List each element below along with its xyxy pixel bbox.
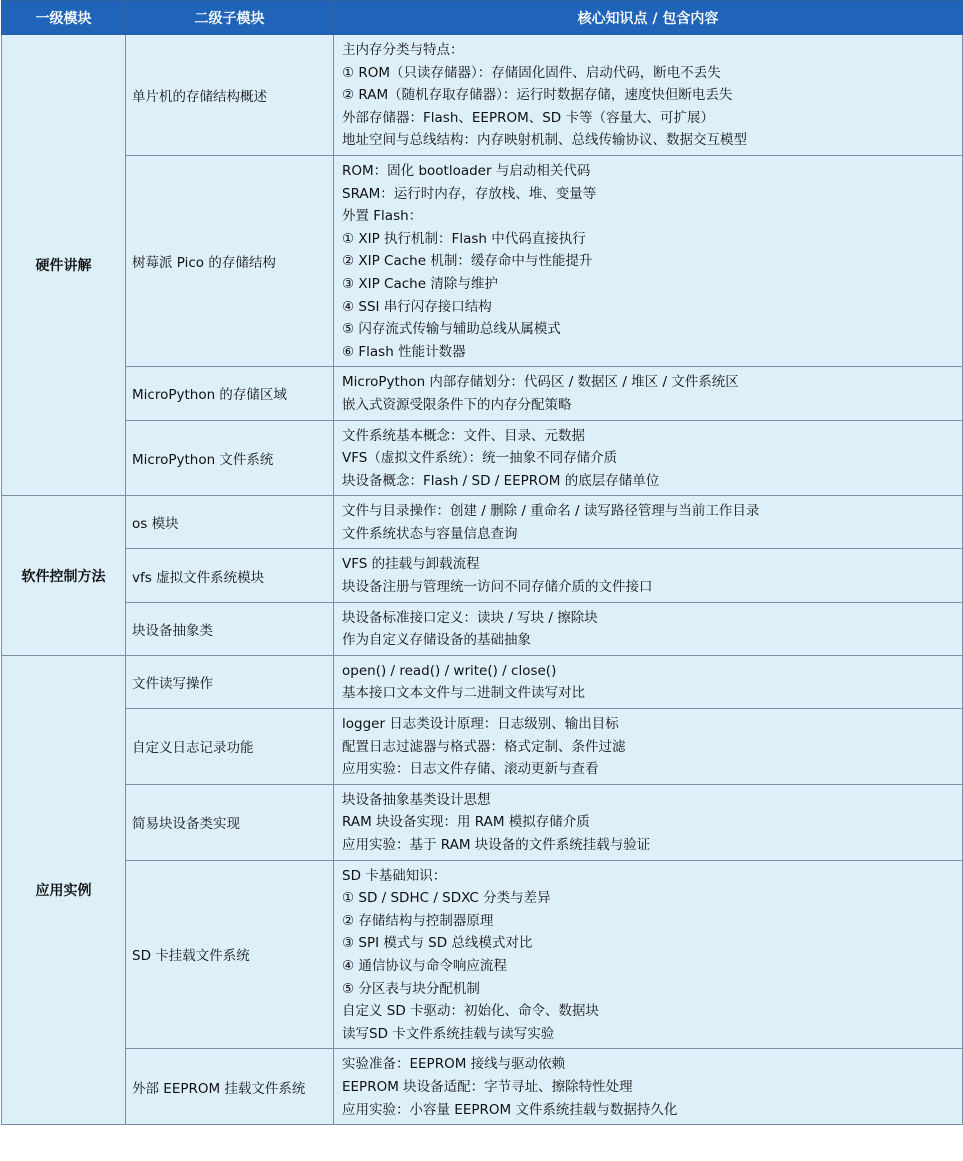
content-line: 主内存分类与特点： bbox=[342, 42, 464, 58]
content-line: logger 日志类设计原理：日志级别、输出目标 bbox=[342, 716, 619, 733]
content-line: 外置 Flash： bbox=[342, 208, 423, 225]
level2-submodule-cell: 自定义日志记录功能 bbox=[126, 709, 334, 785]
table-row bbox=[2, 784, 963, 860]
level2-submodule-cell: MicroPython 的存储区域 bbox=[126, 367, 334, 420]
level2-submodule-cell: 文件读写操作 bbox=[126, 655, 334, 708]
table-row bbox=[2, 549, 963, 602]
content-line: ① SD / SDHC / SDXC 分类与差异 bbox=[342, 890, 551, 907]
table-row bbox=[2, 420, 963, 496]
content-line: 块设备注册与管理统一访问不同存储介质的文件接口 bbox=[342, 579, 653, 596]
content-line: 自定义 SD 卡驱动：初始化、命令、数据块 bbox=[342, 1003, 600, 1020]
content-line: 块设备抽象基类设计思想 bbox=[342, 791, 491, 808]
table-row bbox=[2, 1049, 963, 1125]
table-row bbox=[2, 155, 963, 366]
table-body bbox=[2, 35, 963, 1125]
content-line: 作为自定义存储设备的基础抽象 bbox=[342, 632, 531, 649]
content-line: VFS 的挂载与卸载流程 bbox=[342, 556, 480, 573]
table-row bbox=[2, 709, 963, 785]
content-cell bbox=[334, 549, 963, 602]
content-cell bbox=[334, 709, 963, 785]
content-line: ⑤ 闪存流式传输与辅助总线从属模式 bbox=[342, 321, 561, 338]
table-row bbox=[2, 367, 963, 420]
content-cell bbox=[334, 784, 963, 860]
content-cell bbox=[334, 655, 963, 708]
content-line: 实验准备：EEPROM 接线与驱动依赖 bbox=[342, 1056, 566, 1073]
content-line: 应用实验：日志文件存储、滚动更新与查看 bbox=[342, 761, 599, 778]
content-cell bbox=[334, 860, 963, 1049]
content-line: ② XIP Cache 机制：缓存命中与性能提升 bbox=[342, 253, 593, 270]
content-line: ROM：固化 bootloader 与启动相关代码 bbox=[342, 162, 591, 179]
content-line: ② 存储结构与控制器原理 bbox=[342, 912, 494, 929]
content-line: 文件系统基本概念：文件、目录、元数据 bbox=[342, 427, 585, 444]
table-row bbox=[2, 496, 963, 549]
content-line: ④ 通信协议与命令响应流程 bbox=[342, 957, 507, 974]
content-line: 文件与目录操作：创建 / 删除 / 重命名 / 读写路径管理与当前工作目录 bbox=[342, 503, 760, 520]
content-line: MicroPython 内部存储划分：代码区 / 数据区 / 堆区 / 文件系统区 bbox=[342, 374, 739, 391]
level2-submodule-cell: vfs 虚拟文件系统模块 bbox=[126, 549, 334, 602]
content-line: ③ SPI 模式与 SD 总线模式对比 bbox=[342, 935, 533, 952]
level1-module-cell: 硬件讲解 bbox=[2, 35, 126, 496]
content-line: VFS（虚拟文件系统）：统一抽象不同存储介质 bbox=[342, 450, 618, 467]
level2-submodule-cell: 外部 EEPROM 挂载文件系统 bbox=[126, 1049, 334, 1125]
content-cell bbox=[334, 420, 963, 496]
content-line: SD 卡基础知识： bbox=[342, 867, 447, 884]
table-row bbox=[2, 35, 963, 156]
content-line: 应用实验：小容量 EEPROM 文件系统挂载与数据持久化 bbox=[342, 1101, 678, 1118]
table-row bbox=[2, 655, 963, 708]
header-row bbox=[2, 1, 963, 35]
level2-submodule-cell: os 模块 bbox=[126, 496, 334, 549]
content-line: ⑤ 分区表与块分配机制 bbox=[342, 980, 480, 997]
content-line: RAM 块设备实现：用 RAM 模拟存储介质 bbox=[342, 814, 590, 831]
header-level2: 二级子模块 bbox=[126, 1, 334, 35]
content-line: ① ROM（只读存储器）：存储固化固件、启动代码，断电不丢失 bbox=[342, 64, 721, 81]
content-cell bbox=[334, 367, 963, 420]
content-line: 地址空间与总线结构：内存映射机制、总线传输协议、数据交互模型 bbox=[342, 132, 747, 149]
header-content: 核心知识点 / 包含内容 bbox=[334, 1, 963, 35]
level2-submodule-cell: MicroPython 文件系统 bbox=[126, 420, 334, 496]
level2-submodule-cell: 树莓派 Pico 的存储结构 bbox=[126, 155, 334, 366]
level1-module-cell: 软件控制方法 bbox=[2, 496, 126, 656]
table-row bbox=[2, 860, 963, 1049]
content-line: 读写SD 卡文件系统挂载与读写实验 bbox=[342, 1025, 555, 1042]
content-cell bbox=[334, 1049, 963, 1125]
knowledge-table bbox=[1, 0, 963, 1125]
level1-module-cell: 应用实例 bbox=[2, 655, 126, 1124]
content-line: 块设备标准接口定义：读块 / 写块 / 擦除块 bbox=[342, 609, 598, 626]
content-line: ② RAM（随机存取存储器）：运行时数据存储，速度快但断电丢失 bbox=[342, 87, 733, 104]
content-cell bbox=[334, 155, 963, 366]
level2-submodule-cell: SD 卡挂载文件系统 bbox=[126, 860, 334, 1049]
table-row bbox=[2, 602, 963, 655]
content-cell bbox=[334, 35, 963, 156]
content-line: ① XIP 执行机制：Flash 中代码直接执行 bbox=[342, 230, 586, 247]
content-line: 基本接口文本文件与二进制文件读写对比 bbox=[342, 685, 585, 702]
content-line: ⑥ Flash 性能计数器 bbox=[342, 343, 466, 360]
level2-submodule-cell: 简易块设备类实现 bbox=[126, 784, 334, 860]
content-line: 块设备概念：Flash / SD / EEPROM 的底层存储单位 bbox=[342, 472, 660, 489]
content-line: 外部存储器：Flash、EEPROM、SD 卡等（容量大、可扩展） bbox=[342, 109, 714, 126]
level2-submodule-cell: 单片机的存储结构概述 bbox=[126, 35, 334, 156]
content-line: 文件系统状态与容量信息查询 bbox=[342, 525, 518, 542]
content-line: open() / read() / write() / close() bbox=[342, 662, 557, 679]
content-cell bbox=[334, 602, 963, 655]
content-line: ③ XIP Cache 清除与维护 bbox=[342, 275, 498, 292]
content-cell bbox=[334, 496, 963, 549]
content-line: 嵌入式资源受限条件下的内存分配策略 bbox=[342, 396, 572, 413]
content-line: 应用实验：基于 RAM 块设备的文件系统挂载与验证 bbox=[342, 837, 651, 853]
content-line: EEPROM 块设备适配：字节寻址、擦除特性处理 bbox=[342, 1078, 633, 1095]
content-line: SRAM：运行时内存，存放栈、堆、变量等 bbox=[342, 185, 597, 202]
content-line: ④ SSI 串行闪存接口结构 bbox=[342, 298, 492, 315]
content-line: 配置日志过滤器与格式器：格式定制、条件过滤 bbox=[342, 738, 626, 755]
level2-submodule-cell: 块设备抽象类 bbox=[126, 602, 334, 655]
header-level1: 一级模块 bbox=[2, 1, 126, 35]
